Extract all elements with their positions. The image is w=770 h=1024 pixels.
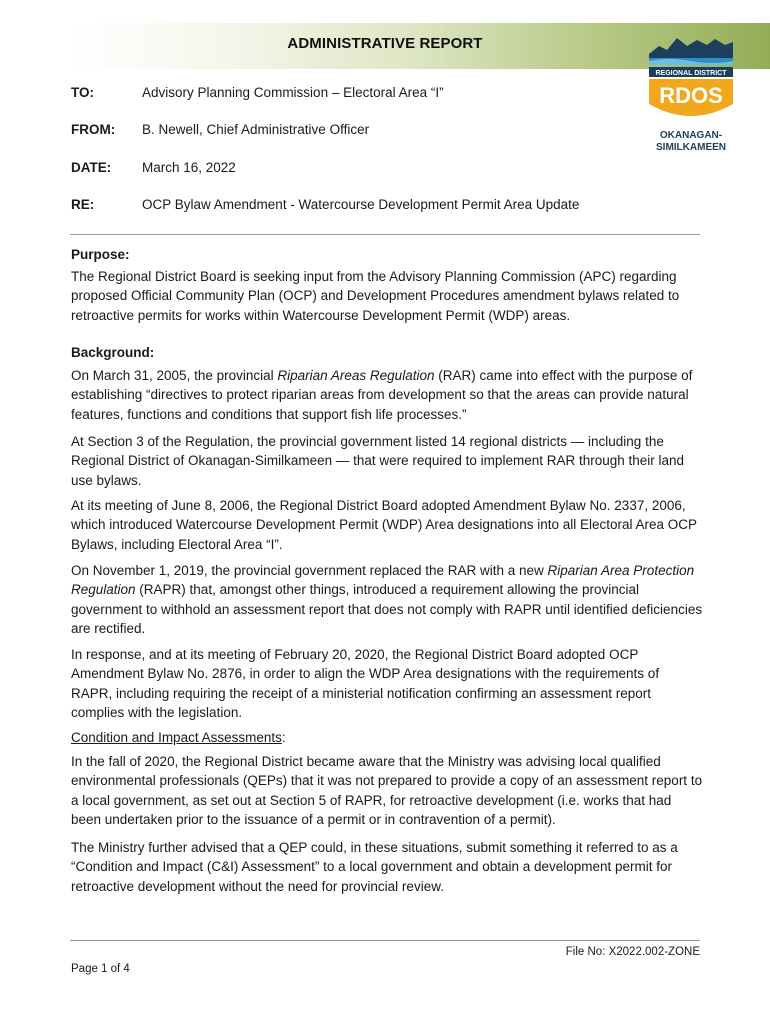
footer-divider [70, 940, 700, 941]
background-paragraph-4: On November 1, 2019, the provincial government replaced the RAR with a new Riparian Area Protection Regulation (RAPR) that, amongst other things, introduced a requirement allowing the provincial government to withhold an assessment report that does not comply with RAPR until identified deficiencies are rectified. [71, 563, 703, 636]
background-paragraph-5: In response, and at its meeting of February 20, 2020, the Regional District Board adopted OCP Amendment Bylaw No. 2876, in order to align the WDP Area designations with the requirements of RAPR, including requiring the receipt of a ministerial notification confirming an assessment report complies with the legislation. [71, 647, 660, 720]
condition-paragraph-2: The Ministry further advised that a QEP could, in these situations, submit something it referred to as a “Condition and Impact (C&I) Assessment” to a local government and obtain a development permit for retroactive development without the need for provincial review. [71, 840, 678, 894]
logo-main-text: RDOS [659, 83, 723, 108]
from-label: FROM: [71, 122, 116, 137]
condition-paragraph-1: In the fall of 2020, the Regional District became aware that the Ministry was advising local qualified environmental professionals (QEPs) that it was not prepared to provide a copy of an assessment report to a local government, as set out at Section 5 of RAPR, for retroactive development (i.e. works that had been undertaken prior to the issuance of a permit or in contravention of a permit). [71, 754, 703, 827]
rapr-citation: Riparian Area Protection Regulation [71, 563, 695, 598]
logo-top-text: REGIONAL DISTRICT [655, 70, 727, 77]
file-number: File No: X2022.002-ZONE [565, 946, 700, 958]
date-label: DATE: [71, 160, 112, 175]
background-paragraph-1: On March 31, 2005, the provincial Riparian Areas Regulation (RAR) came into effect with the purpose of establishing “directives to protect riparian areas from development so that the areas can provide natural features, functions and conditions that support fish life processes.” [71, 368, 693, 422]
report-title: ADMINISTRATIVE REPORT [287, 35, 483, 52]
date-value: March 16, 2022 [142, 160, 236, 175]
purpose-heading: Purpose: [71, 247, 130, 262]
from-value: B. Newell, Chief Administrative Officer [142, 122, 370, 137]
to-label: TO: [71, 85, 94, 100]
condition-heading: Condition and Impact Assessments: [71, 730, 286, 745]
background-paragraph-3: At its meeting of June 8, 2006, the Regional District Board adopted Amendment Bylaw No. 2337, 2006, which introduced Watercourse Development Permit (WDP) Area designations into all Electoral Area OCP Bylaws, including Electoral Area “I”. [71, 498, 697, 552]
rar-citation: Riparian Areas Regulation [277, 368, 435, 383]
page-number: Page 1 of 4 [71, 963, 130, 975]
background-paragraph-2: At Section 3 of the Regulation, the provincial government listed 14 regional districts — including the Regional District of Okanagan-Similkameen — that were required to implement RAR through their land use bylaws. [71, 434, 685, 488]
re-label: RE: [71, 197, 95, 212]
re-value: OCP Bylaw Amendment - Watercourse Development Permit Area Update [142, 197, 580, 212]
logo-bottom-line2: SIMILKAMEEN [656, 142, 726, 153]
background-heading: Background: [71, 345, 155, 360]
header-divider [70, 234, 700, 235]
to-value: Advisory Planning Commission – Electoral Area “I” [142, 85, 444, 100]
logo-bottom-line1: OKANAGAN- [659, 130, 723, 141]
mountain-icon [649, 38, 733, 65]
purpose-paragraph: The Regional District Board is seeking input from the Advisory Planning Commission (APC) regarding proposed Official Community Plan (OCP) and Development Procedures amendment bylaws related to retroactive permits for works within Watercourse Development Permit (WDP) areas. [71, 269, 680, 323]
rdos-logo [645, 32, 737, 158]
